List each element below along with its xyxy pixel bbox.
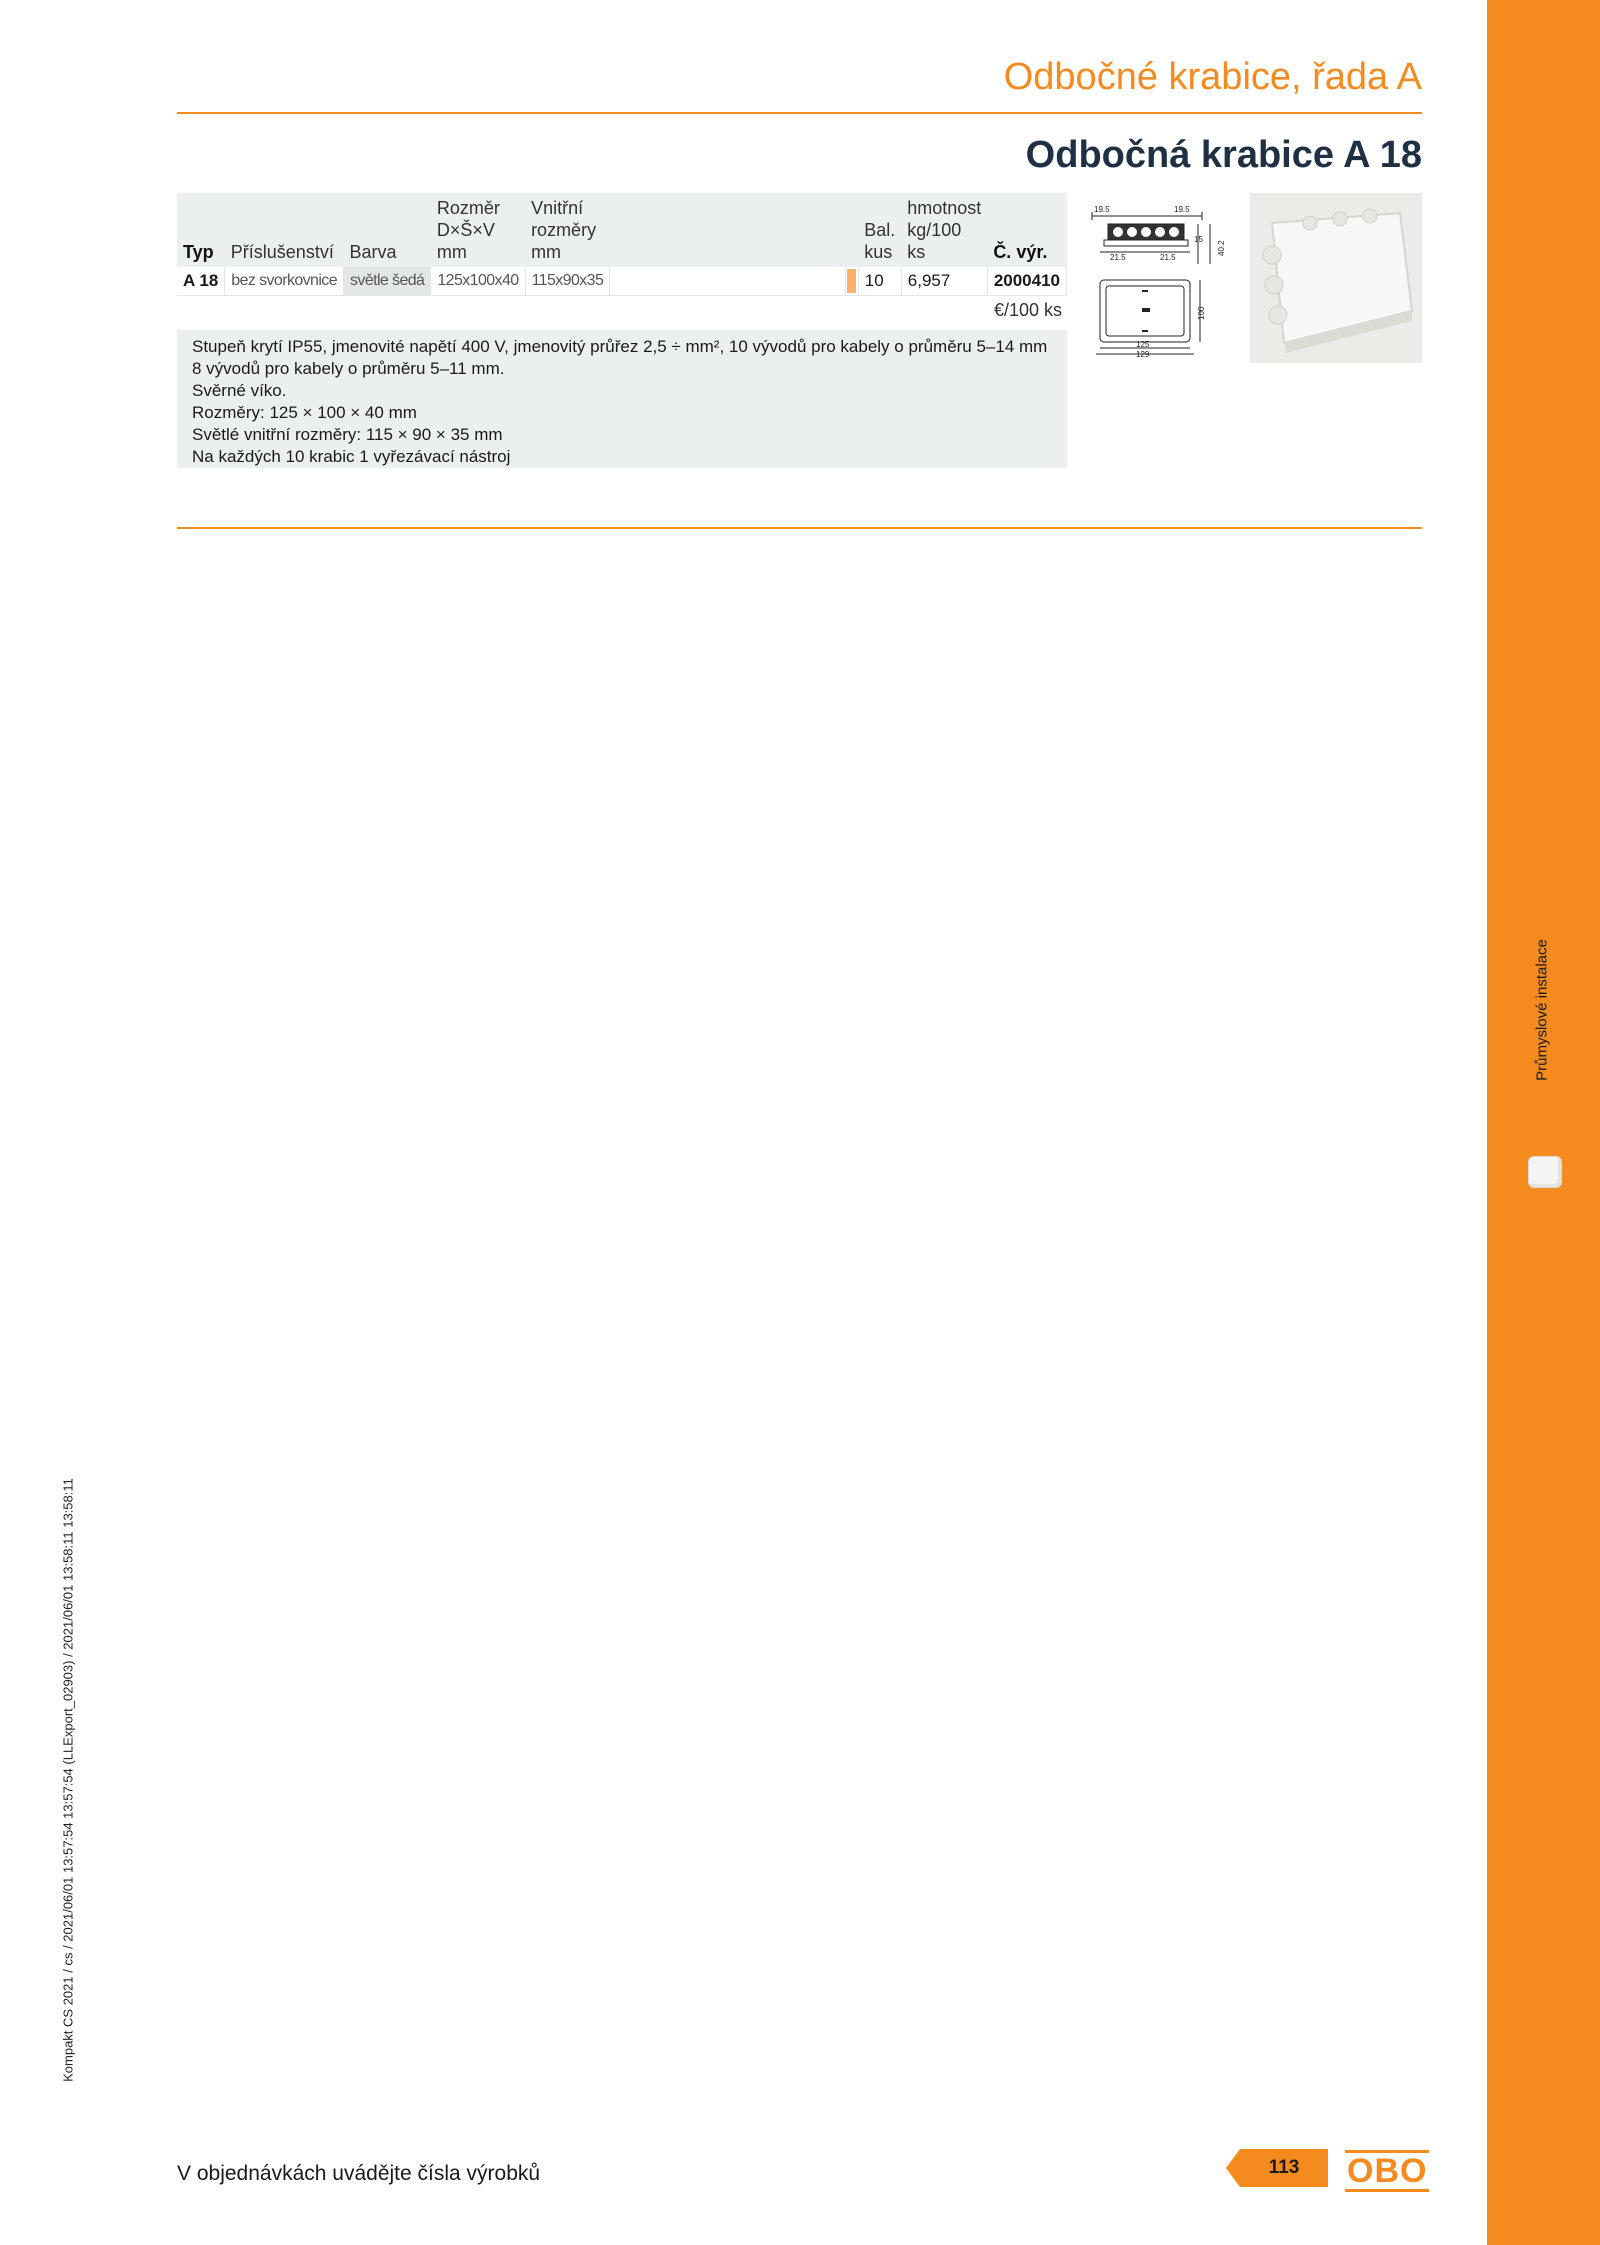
cell-rozmer: 125x100x40	[431, 267, 525, 296]
column-header-typ: Typ	[177, 193, 225, 267]
description-line: Svěrné víko.	[192, 381, 287, 400]
technical-drawing	[1090, 202, 1226, 358]
dim-top-right: 19.5	[1174, 205, 1190, 214]
junction-box-icon	[1528, 1156, 1562, 1188]
column-header-bal: Bal. kus	[858, 193, 901, 267]
column-header-blank	[610, 193, 846, 267]
obo-logo: OBO	[1347, 2152, 1428, 2190]
price-unit: €/100 ks	[993, 300, 1062, 320]
column-header-barva: Barva	[344, 193, 431, 267]
dim-width-inner: 125	[1136, 340, 1150, 349]
cell-typ: A 18	[177, 267, 225, 296]
column-header-prislusenstvi: Příslušenství	[225, 193, 344, 267]
cell-blank	[610, 267, 846, 296]
product-title: Odbočná krabice A 18	[1025, 134, 1422, 176]
cell-bal: 10	[858, 267, 901, 296]
cell-prislusenstvi: bez svorkovnice	[225, 267, 344, 296]
dim-side-small: 15	[1194, 235, 1203, 244]
dim-mid-right: 21.5	[1160, 253, 1176, 262]
section-title: Odbočné krabice, řada A	[1003, 56, 1422, 98]
column-header-rozmer: Rozměr D×Š×V mm	[431, 193, 525, 267]
cell-cislo: 2000410	[987, 267, 1066, 296]
dim-mid-left: 21.5	[1110, 253, 1126, 262]
footer-note: V objednávkách uvádějte čísla výrobků	[177, 2162, 541, 2185]
header-divider	[177, 112, 1422, 114]
column-header-vnitrni: Vnitřní rozměry mm	[525, 193, 610, 267]
description-line: Na každých 10 krabic 1 vyřezávací nástroj	[192, 447, 511, 466]
product-table	[177, 193, 1067, 296]
section-divider	[177, 527, 1422, 529]
product-photo	[1250, 193, 1422, 363]
table-row	[177, 267, 1067, 296]
column-header-mark	[845, 193, 858, 267]
cell-hmotnost: 6,957	[901, 267, 987, 296]
print-info: Kompakt CS 2021 / cs / 2021/06/01 13:57:54 13:57:54 (LLExport_02903) / 2021/06/01 13:58:11 13:58:11	[60, 1478, 76, 2082]
table-header-row	[177, 193, 1067, 267]
dim-top-left: 19.5	[1094, 205, 1110, 214]
dim-side-height: 40.2	[1217, 240, 1226, 256]
dim-height: 100	[1197, 306, 1206, 320]
description-line: 8 vývodů pro kabely o průměru 5–11 mm.	[192, 359, 505, 378]
dim-width-outer: 129	[1136, 350, 1150, 358]
cell-barva: světle šedá	[344, 267, 431, 296]
side-category-label: Průmyslové instalace	[1533, 939, 1551, 1081]
description-line: Rozměry: 125 × 100 × 40 mm	[192, 403, 417, 422]
side-band	[1487, 0, 1600, 2245]
cell-vnitrni: 115x90x35	[525, 267, 610, 296]
column-header-hmotnost: hmotnost kg/100 ks	[901, 193, 987, 267]
description-line: Světlé vnitřní rozměry: 115 × 90 × 35 mm	[192, 425, 503, 444]
description-line: Stupeň krytí IP55, jmenovité napětí 400 V, jmenovitý průřez 2,5 ÷ mm², 10 vývodů pro kabely o průměru 5–14 mm	[192, 337, 1048, 356]
price-marker	[845, 267, 858, 296]
product-description	[177, 330, 1067, 468]
page-number: 113	[1268, 2157, 1300, 2178]
column-header-cislo: Č. výr.	[987, 193, 1066, 267]
